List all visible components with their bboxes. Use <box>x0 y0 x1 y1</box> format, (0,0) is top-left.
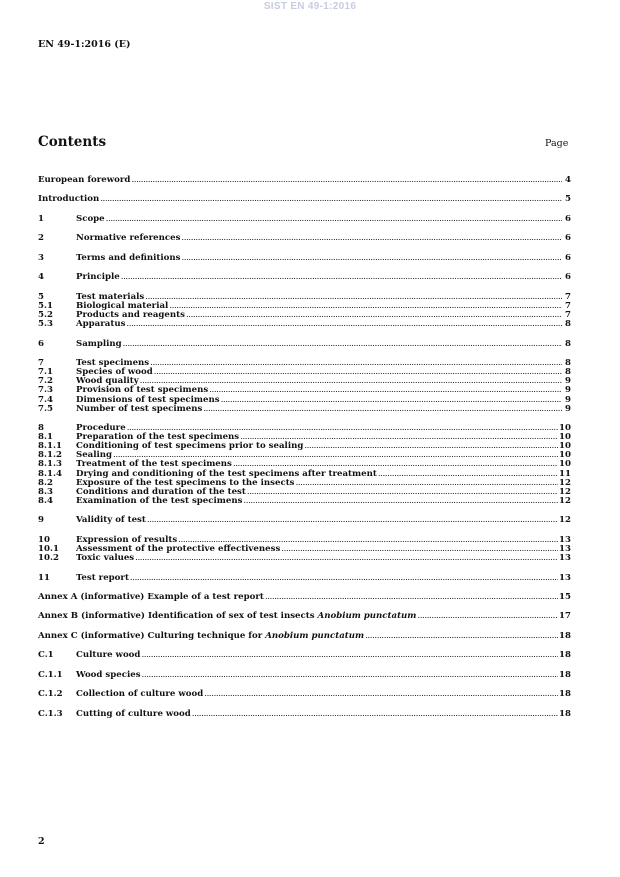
toc-entry[interactable] <box>38 176 571 185</box>
toc-entry-page: 6 <box>565 272 571 283</box>
toc-entry-page: 18 <box>559 630 571 641</box>
toc-entry-page: 9 <box>565 403 571 414</box>
toc-entry-title-text: Conditioning of test specimens prior to sealing <box>76 441 304 452</box>
toc-entry-number: 7 <box>38 358 44 369</box>
toc-entry-title <box>76 254 180 263</box>
toc-dot-leader <box>154 368 562 377</box>
toc-entry-page: 7 <box>565 310 571 321</box>
toc-entry-page: 5 <box>565 194 571 205</box>
toc-dot-leader <box>296 479 559 488</box>
toc-dot-leader <box>304 442 558 451</box>
toc-entry-page: 6 <box>565 213 571 224</box>
toc-entry[interactable] <box>38 320 571 329</box>
toc-entry-title <box>38 195 99 204</box>
toc-entry-title-text: Annex B (informative) Identification of sex of test insects <box>38 611 318 622</box>
toc-entry-page: 9 <box>565 376 571 387</box>
toc-entry-title-text: Number of test specimens <box>76 403 203 414</box>
toc-entry-number: 8.1.3 <box>38 459 62 470</box>
toc-entry-number: 8.4 <box>38 495 53 506</box>
toc-entry[interactable] <box>38 254 571 263</box>
toc-entry-title-text: Conditions and duration of the test <box>76 486 246 497</box>
toc-entry-page: 13 <box>559 543 571 554</box>
toc-dot-leader <box>221 396 562 405</box>
toc-dot-leader <box>247 488 558 497</box>
toc-entry-title <box>76 234 180 243</box>
toc-entry-title-text: Validity of test <box>76 515 146 526</box>
toc-entry-title-text: Principle <box>76 272 120 283</box>
toc-dot-leader <box>181 234 562 243</box>
toc-entry-title-text: Culture wood <box>76 650 141 661</box>
toc-entry-title <box>76 320 125 329</box>
toc-entry-title-text: Introduction <box>38 194 100 205</box>
toc-entry-title-text: Provision of test specimens <box>76 385 209 396</box>
toc-entry-title-text: European foreword <box>38 175 131 185</box>
toc-entry-page: 7 <box>565 291 571 302</box>
toc-entry-title <box>76 340 122 349</box>
toc-entry-title-text: Expression of results <box>76 534 178 545</box>
toc-entry-page: 9 <box>565 385 571 396</box>
toc-entry-number: 3 <box>38 252 44 263</box>
toc-entry-title-text: Biological material <box>76 301 169 311</box>
toc-dot-leader <box>126 320 562 329</box>
toc-dot-leader <box>145 293 562 302</box>
toc-entry-page: 11 <box>559 468 571 479</box>
toc-entry-title-text: Apparatus <box>76 319 126 330</box>
toc-entry[interactable] <box>38 497 571 506</box>
toc-entry-title <box>76 497 242 506</box>
toc-entry-title-text: Annex C (informative) Culturing technique for <box>38 630 266 641</box>
toc-entry-number: 7.4 <box>38 394 53 405</box>
toc-dot-leader <box>169 302 562 311</box>
toc-entry-page: 15 <box>559 591 571 602</box>
toc-entry-title-text: Treatment of the test specimens <box>76 459 232 470</box>
toc-dot-leader <box>150 359 562 368</box>
toc-entry[interactable] <box>38 651 571 660</box>
toc-entry-number: 7.1 <box>38 367 53 378</box>
toc-entry-title-italic: Anobium punctatum <box>265 630 365 641</box>
watermark: SIST EN 49-1:2016 <box>263 1 357 12</box>
toc-entry-number: 8.1.4 <box>38 468 62 479</box>
toc-entry-title-text: Wood species <box>76 669 141 680</box>
toc-entry-title-italic: Anobium punctatum <box>317 611 417 622</box>
toc-entry-number: 7.5 <box>38 403 53 414</box>
toc-entry-page: 13 <box>559 534 571 545</box>
toc-entry-page: 6 <box>565 252 571 263</box>
toc-entry-page: 6 <box>565 233 571 244</box>
toc-entry-page: 8 <box>565 338 571 349</box>
toc-entry-number: 4 <box>38 272 44 283</box>
toc-entry-number: C.1.1 <box>38 669 63 680</box>
toc-entry-number: 8.1.1 <box>38 441 62 452</box>
toc-entry-number: 8.1.2 <box>38 450 62 461</box>
toc-entry-title-text: Drying and conditioning of the test specimens after treatment <box>76 468 377 479</box>
toc-entry-number: 5 <box>38 291 44 302</box>
document-reference: EN 49-1:2016 (E) <box>38 39 131 50</box>
toc-entry-page: 12 <box>559 495 571 506</box>
page-number: 2 <box>38 836 45 847</box>
toc-entry-number: C.1.3 <box>38 708 63 719</box>
toc-dot-leader <box>130 574 558 583</box>
toc-entry-number: 10 <box>38 534 50 545</box>
toc-entry-title <box>38 593 264 602</box>
toc-dot-leader <box>281 545 558 554</box>
toc-entry-title-text: Normative references <box>76 233 181 244</box>
toc-dot-leader <box>204 690 558 699</box>
toc-entry-number: C.1.2 <box>38 689 63 700</box>
toc-dot-leader <box>192 710 558 719</box>
toc-entry-title <box>38 176 130 185</box>
toc-entry-number: 5.1 <box>38 301 53 311</box>
toc-entry[interactable] <box>38 215 571 224</box>
toc-entry-page: 7 <box>565 301 571 311</box>
toc-entry-number: 6 <box>38 338 44 349</box>
toc-entry-title-text: Toxic values <box>76 553 135 564</box>
toc-entry-title-text: Wood quality <box>76 376 139 387</box>
toc-entry-number: 8 <box>38 423 44 434</box>
toc-dot-leader <box>100 195 562 204</box>
toc-entry-page: 18 <box>559 689 571 700</box>
toc-entry-page: 8 <box>565 367 571 378</box>
toc-entry-number: 11 <box>38 572 50 583</box>
toc-entry[interactable] <box>38 405 571 414</box>
toc-entry-title-text: Sampling <box>76 338 122 349</box>
toc-entry-page: 13 <box>559 553 571 564</box>
contents-heading: Contents <box>38 134 107 150</box>
toc-entry-title <box>76 651 140 660</box>
toc-entry-number: 10.2 <box>38 553 59 564</box>
toc-entry-number: 7.2 <box>38 376 53 387</box>
toc-entry-title-text: Scope <box>76 213 105 224</box>
toc-entry[interactable] <box>38 195 571 204</box>
toc-entry-title <box>76 574 129 583</box>
toc-entry-page: 8 <box>565 358 571 369</box>
toc-dot-leader <box>106 215 562 224</box>
toc-entry-title-text: Assessment of the protective effectiveness <box>76 543 281 554</box>
toc-dot-leader <box>378 470 558 479</box>
toc-entry[interactable] <box>38 671 571 680</box>
toc-entry-title-text: Annex A (informative) Example of a test report <box>38 591 264 602</box>
toc-entry-title <box>76 710 191 719</box>
toc-entry-page: 13 <box>559 572 571 583</box>
toc-dot-leader <box>203 405 562 414</box>
toc-dot-leader <box>135 554 558 563</box>
toc-entry-title-text: Examination of the test specimens <box>76 495 243 506</box>
toc-entry-page: 8 <box>565 319 571 330</box>
toc-entry-page: 18 <box>559 708 571 719</box>
toc-entry-number: 8.1 <box>38 432 53 443</box>
toc-entry-number: 7.3 <box>38 385 53 396</box>
toc-entry-number: 8.2 <box>38 477 53 488</box>
toc-entry[interactable] <box>38 516 571 525</box>
toc-entry-title-text: Species of wood <box>76 367 153 378</box>
toc-entry-page: 4 <box>565 175 571 185</box>
toc-entry-page: 18 <box>559 650 571 661</box>
toc-dot-leader <box>147 516 558 525</box>
toc-entry[interactable] <box>38 234 571 243</box>
toc-dot-leader <box>181 254 562 263</box>
toc-entry-number: 1 <box>38 213 44 224</box>
table-of-contents <box>38 176 571 719</box>
toc-entry-title <box>38 632 364 641</box>
toc-entry-title-text: Dimensions of test specimens <box>76 394 220 405</box>
toc-entry-title-text: Exposure of the test specimens to the insects <box>76 477 295 488</box>
toc-entry-title-text: Test specimens <box>76 358 150 369</box>
toc-entry-number: 5.2 <box>38 310 53 321</box>
toc-entry[interactable] <box>38 593 571 602</box>
toc-entry-title <box>76 554 134 563</box>
toc-entry[interactable] <box>38 690 571 699</box>
toc-entry[interactable] <box>38 574 571 583</box>
toc-entry-page: 12 <box>559 486 571 497</box>
toc-dot-leader <box>243 497 558 506</box>
toc-entry-number: 5.3 <box>38 319 53 330</box>
toc-entry-number: 9 <box>38 515 44 526</box>
toc-dot-leader <box>121 273 562 282</box>
toc-dot-leader <box>123 340 562 349</box>
toc-dot-leader <box>142 671 558 680</box>
toc-entry-page: 17 <box>559 611 571 622</box>
toc-entry-title <box>38 612 416 621</box>
toc-entry-title-text: Collection of culture wood <box>76 689 204 700</box>
toc-entry-page: 18 <box>559 669 571 680</box>
toc-entry-title <box>76 516 146 525</box>
toc-dot-leader <box>141 651 558 660</box>
toc-entry[interactable] <box>38 273 571 282</box>
toc-dot-leader <box>417 612 558 621</box>
toc-entry[interactable] <box>38 632 571 641</box>
toc-entry-title <box>76 405 202 414</box>
toc-entry[interactable] <box>38 710 571 719</box>
toc-entry-title-text: Terms and definitions <box>76 252 181 263</box>
toc-entry-title-text: Cutting of culture wood <box>76 708 191 719</box>
toc-entry-page: 12 <box>559 515 571 526</box>
toc-entry-title <box>76 671 141 680</box>
toc-entry-title <box>76 215 105 224</box>
toc-entry-title-text: Products and reagents <box>76 310 185 321</box>
toc-entry-page: 10 <box>559 450 571 461</box>
toc-entry-page: 12 <box>559 477 571 488</box>
page-column-label: Page <box>545 138 569 149</box>
toc-dot-leader <box>131 176 562 185</box>
toc-entry-title-text: Preparation of the test specimens <box>76 432 240 443</box>
toc-dot-leader <box>365 632 558 641</box>
toc-entry-title <box>76 690 203 699</box>
toc-entry-number: 2 <box>38 233 44 244</box>
toc-dot-leader <box>265 593 558 602</box>
toc-entry-number: C.1 <box>38 650 54 661</box>
toc-entry[interactable] <box>38 340 571 349</box>
toc-entry[interactable] <box>38 554 571 563</box>
toc-entry-page: 9 <box>565 394 571 405</box>
toc-entry[interactable] <box>38 612 571 621</box>
toc-entry-title-text: Procedure <box>76 423 126 434</box>
toc-entry-page: 10 <box>559 432 571 443</box>
toc-entry-title-text: Test materials <box>76 291 145 302</box>
toc-entry-title-text: Test report <box>76 572 129 583</box>
toc-entry-page: 10 <box>559 441 571 452</box>
toc-entry-number: 8.3 <box>38 486 53 497</box>
toc-entry-title-text: Sealing <box>76 450 113 461</box>
toc-entry-title <box>76 273 120 282</box>
toc-entry[interactable] <box>38 442 571 451</box>
toc-entry-page: 10 <box>559 423 571 434</box>
toc-dot-leader <box>186 311 562 320</box>
toc-dot-leader <box>209 386 562 395</box>
toc-entry-page: 10 <box>559 459 571 470</box>
toc-entry-number: 10.1 <box>38 543 59 554</box>
